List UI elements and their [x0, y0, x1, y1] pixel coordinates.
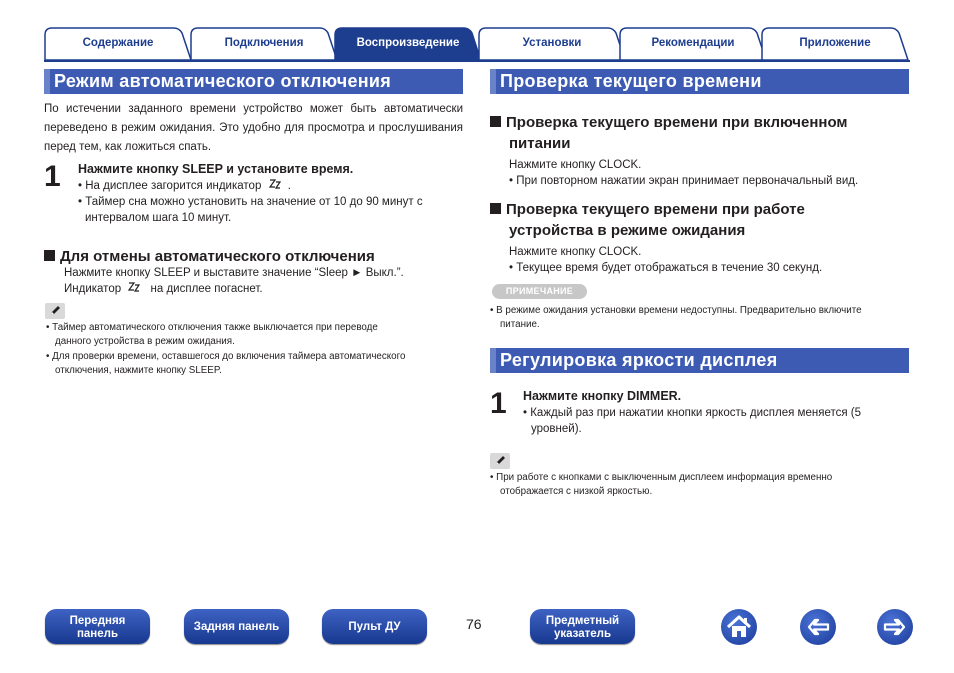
arrow-left-icon — [800, 609, 836, 645]
button-label: панель — [76, 628, 119, 640]
step-bullet: • Таймер сна можно установить на значение от 10 до 90 минут с — [78, 193, 463, 212]
button-label: Задняя панель — [193, 621, 280, 633]
note-item: • В режиме ожидания установки времени недоступны. Предварительно включите — [490, 304, 862, 318]
square-bullet-icon — [490, 203, 501, 214]
section-title-clock — [490, 69, 909, 94]
instruction-bullet: • Текущее время будет отображаться в течение 30 секунд. — [509, 259, 822, 278]
home-icon — [721, 609, 757, 645]
note-label-badge: ПРИМЕЧАНИЕ — [492, 284, 587, 299]
cancel-line: Нажмите кнопку SLEEP и выставите значение “Sleep ► Выкл.”. — [64, 267, 404, 279]
subheading-standby — [490, 199, 805, 220]
tab-connections[interactable] — [190, 27, 338, 61]
tab-label: Установки — [522, 37, 582, 49]
intro-paragraph: По истечении заданного времени устройство может быть автоматически переведено в режим ожидания. Это удобно для просмотра и прослушивания перед тем, как ложиться спать. — [44, 103, 463, 153]
top-tabs — [44, 27, 910, 61]
pencil-note-icon — [45, 303, 65, 319]
note-item-cont: отключения, нажмите кнопку SLEEP. — [55, 365, 222, 376]
tab-playback[interactable] — [334, 27, 482, 61]
section-title-auto-off — [44, 69, 463, 94]
section-title-dimmer — [490, 348, 909, 373]
button-label: указатель — [553, 628, 612, 640]
forward-button[interactable] — [877, 609, 913, 645]
cancel-text: на дисплее погаснет. — [150, 283, 263, 295]
square-bullet-icon — [490, 116, 501, 127]
step-bullet-end: . — [287, 180, 291, 192]
tab-contents[interactable] — [44, 27, 192, 61]
instruction-line: Нажмите кнопку CLOCK. — [509, 246, 642, 258]
note-item: • Для проверки времени, оставшегося до включения таймера автоматического — [46, 350, 463, 364]
tab-tips[interactable] — [619, 27, 767, 61]
step-bullet: • Каждый раз при нажатии кнопки яркость дисплея меняется (5 — [523, 404, 909, 423]
subheading-power-on — [490, 112, 848, 133]
sleep-indicator-icon — [127, 281, 141, 293]
button-label: Пульт ДУ — [348, 621, 401, 633]
rear-panel-button[interactable] — [184, 609, 289, 644]
section-title-text: Регулировка яркости дисплея — [500, 350, 778, 370]
tab-label: Содержание — [82, 37, 154, 49]
step-number: 1 — [490, 387, 507, 420]
instruction-bullet: • При повторном нажатии экран принимает первоначальный вид. — [509, 172, 858, 191]
square-bullet-icon — [44, 250, 55, 261]
tabs-divider — [44, 60, 910, 62]
subheading-text: Для отмены автоматического отключения — [60, 248, 375, 265]
tab-appendix[interactable] — [761, 27, 909, 61]
front-panel-button[interactable] — [45, 609, 150, 644]
step-number: 1 — [44, 160, 61, 193]
step-heading: Нажмите кнопку SLEEP и установите время. — [78, 162, 354, 176]
home-button[interactable] — [721, 609, 757, 645]
pencil-note-icon — [490, 453, 510, 469]
cancel-line — [64, 280, 263, 299]
step-bullet-cont: интервалом шага 10 минут. — [85, 212, 232, 224]
note-item: • Таймер автоматического отключения также выключается при переводе — [46, 321, 463, 335]
note-item-cont: питание. — [500, 319, 540, 330]
subheading-text: Проверка текущего времени при работе — [506, 201, 805, 218]
tab-label: Рекомендации — [651, 37, 735, 49]
note-item-cont: отображается с низкой яркостью. — [500, 486, 653, 497]
step-bullet-text: На дисплее загорится индикатор — [85, 180, 262, 192]
instruction-line: Нажмите кнопку CLOCK. — [509, 159, 642, 171]
step-heading: Нажмите кнопку DIMMER. — [523, 389, 682, 403]
back-button[interactable] — [800, 609, 836, 645]
section-title-text: Проверка текущего времени — [500, 71, 762, 91]
step-bullet-cont: уровней). — [531, 423, 582, 435]
subheading-cont: устройства в режиме ожидания — [509, 222, 746, 239]
tab-settings[interactable] — [478, 27, 626, 61]
index-button[interactable] — [530, 609, 635, 644]
note-item: • При работе с кнопками с выключенным дисплеем информация временно — [490, 471, 909, 485]
button-label: Предметный — [545, 615, 620, 627]
page-number: 76 — [466, 616, 482, 632]
remote-control-button[interactable] — [322, 609, 427, 644]
cancel-text: Индикатор — [64, 283, 122, 295]
subheading-text: Проверка текущего времени при включенном — [506, 114, 848, 131]
note-item-cont: данного устройства в режим ожидания. — [55, 336, 235, 347]
arrow-right-icon — [877, 609, 913, 645]
section-title-text: Режим автоматического отключения — [54, 71, 392, 91]
tab-label: Воспроизведение — [356, 37, 460, 49]
tab-label: Приложение — [799, 37, 871, 49]
sleep-indicator-icon — [268, 178, 282, 190]
button-label: Передняя — [69, 615, 126, 627]
subheading-cont: питании — [509, 135, 571, 152]
tab-label: Подключения — [224, 37, 304, 49]
